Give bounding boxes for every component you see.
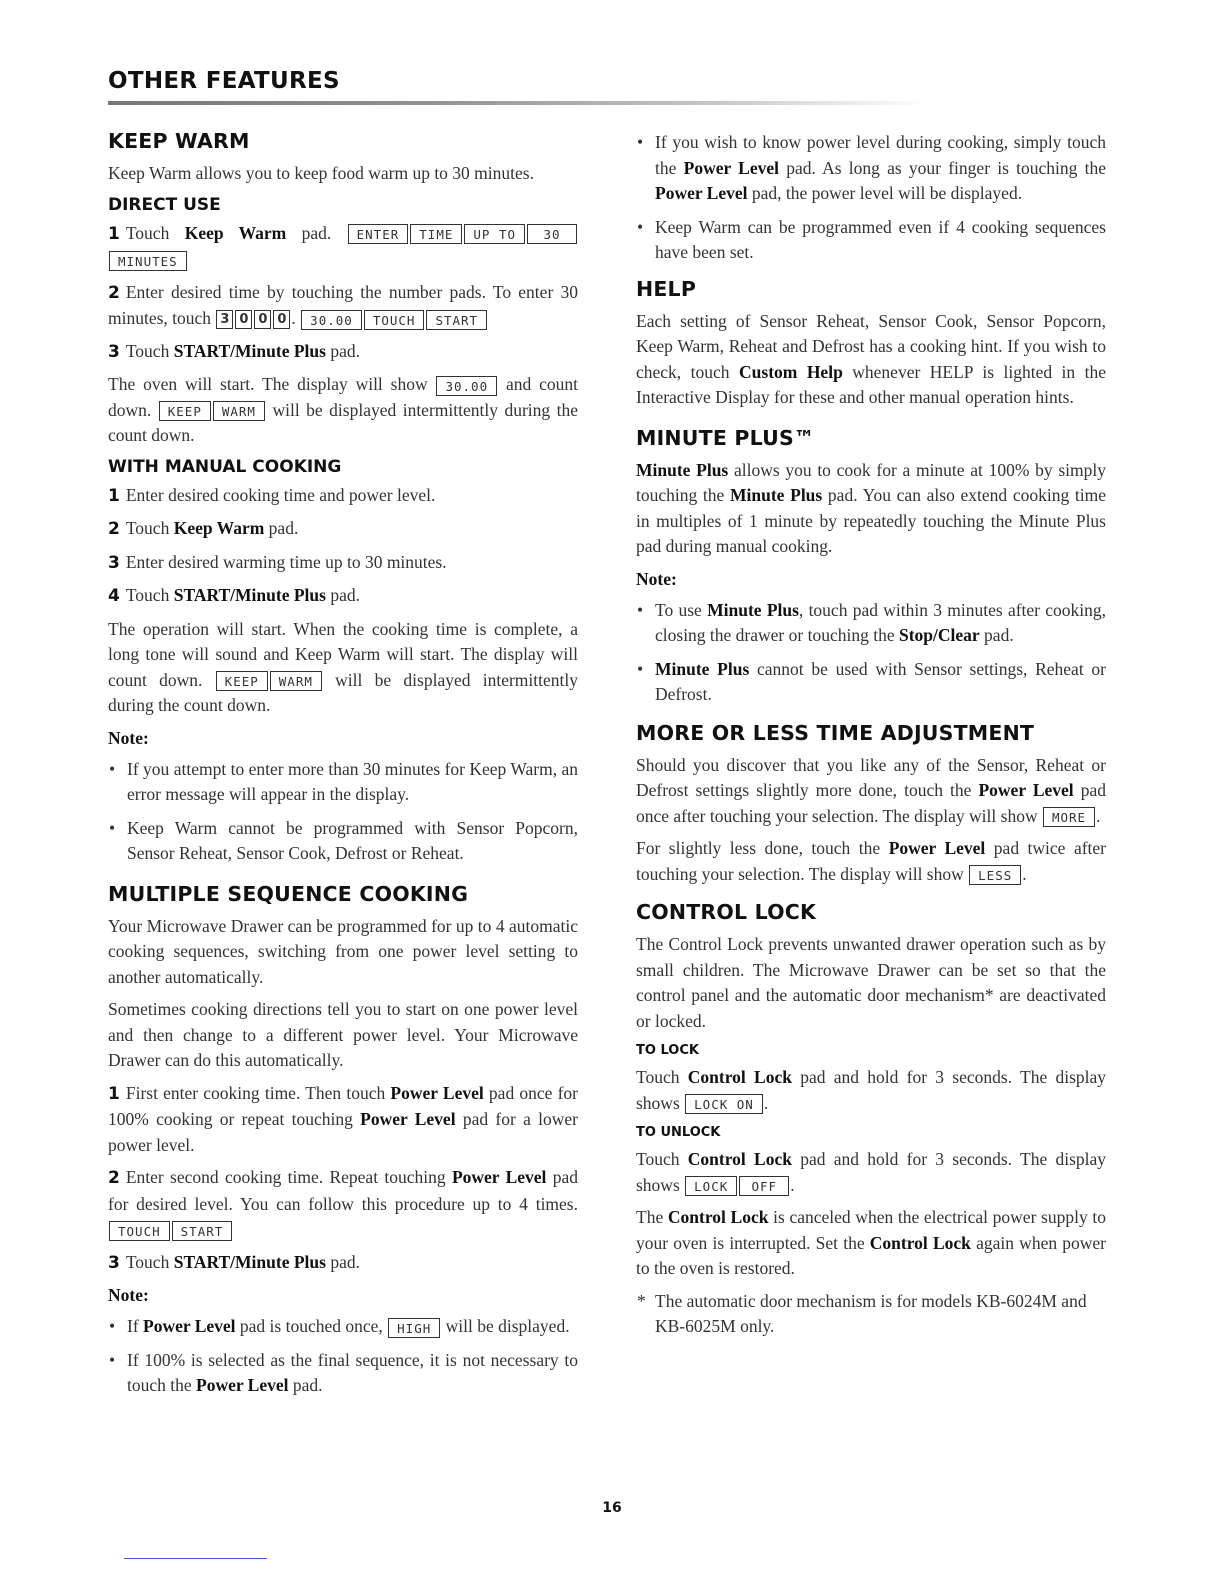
direct-use-after: The oven will start. The display will show 30.00 and count down. KEEP WARM will be displayed intermittently during the count down. — [108, 374, 579, 445]
multiple-sequence-p1: Your Microwave Drawer can be programmed for up to 4 automatic cooking sequences, switching from one power level setting to another automatically. — [108, 915, 578, 987]
keep-warm-heading: KEEP WARM — [108, 129, 250, 153]
step-number: 1 — [108, 223, 120, 244]
help-text: Each setting of Sensor Reheat, Sensor Cook, Sensor Popcorn, Keep Warm, Reheat and Defrost has a cooking hint. If you wish to check, touch Custom Help whenever HELP is lighted in the Interactive Display for these and other manual operation hints. — [636, 310, 1107, 407]
pad-name: Control Lock — [687, 1067, 792, 1087]
pad-name: Minute Plus — [730, 485, 823, 505]
display-readout: KEEP — [216, 671, 268, 691]
pad-name: START/Minute Plus — [173, 340, 326, 361]
pad-name: Control Lock — [869, 1232, 971, 1253]
pad-name: Control Lock — [687, 1149, 792, 1169]
pad-name: Control Lock — [667, 1207, 769, 1227]
pad-name: START/Minute Plus — [173, 585, 326, 605]
pad-name: Minute Plus — [655, 658, 750, 679]
note-item: • If Power Level pad is touched once, HIGH will be displayed. — [108, 1314, 578, 1340]
pad-name: Power Level — [360, 1109, 456, 1129]
display-readout: WARM — [213, 401, 265, 421]
left-column — [108, 128, 578, 1407]
display-readout: WARM — [270, 671, 322, 691]
multiple-step-2: 2 Enter second cooking time. Repeat touching Power Level pad for desired level. You can follow this procedure up to 4 times. TOUCH START — [108, 1167, 578, 1239]
pad-name: Power Level — [978, 780, 1074, 800]
right-column — [636, 130, 1106, 1340]
step-number: 2 — [108, 519, 120, 539]
step-number: 3 — [108, 341, 120, 362]
pad-name: Minute Plus — [707, 599, 799, 620]
more-less-p2: For slightly less done, touch the Power Level pad twice after touching your selection. The display will show LESS . — [636, 838, 1106, 884]
step-number: 3 — [108, 552, 120, 573]
manual-step-3: 3 Enter desired warming time up to 30 minutes. — [108, 551, 447, 573]
pad-name: Power Level — [655, 183, 748, 203]
pad-name: Power Level — [390, 1082, 484, 1103]
help-heading: HELP — [636, 276, 697, 301]
direct-use-step-1: 1 Touch Keep Warm pad. ENTER TIME UP TO 30MINUTES — [108, 221, 578, 273]
note-item: • If you wish to know power level during cooking, simply touch the Power Level pad. As long as your finger is touching the Power Level pad, the power level will be displayed. — [636, 130, 1106, 207]
direct-use-heading: DIRECT USE — [108, 194, 221, 215]
control-lock-p2: The Control Lock is canceled when the electrical power supply to your oven is interrupted. Set the Control Lock again when power to the oven is restored. — [636, 1207, 1106, 1278]
to-lock-text: Touch Control Lock pad and hold for 3 seconds. The display shows LOCK ON . — [636, 1067, 1107, 1113]
display-readout: MINUTES — [109, 251, 187, 271]
manual-after: The operation will start. When the cooking time is complete, a long tone will sound and Keep Warm will start. The display will count down. KEEP WARM will be displayed intermittently during the count down. — [108, 618, 578, 715]
note-item: • If 100% is selected as the final sequence, it is not necessary to touch the Power Level pad. — [108, 1348, 578, 1399]
number-key: 0 — [254, 310, 271, 329]
display-readout: MORE — [1043, 807, 1095, 827]
pad-name: Power Level — [143, 1316, 236, 1336]
pad-name: Power Level — [196, 1375, 289, 1395]
pad-name: Power Level — [451, 1167, 547, 1187]
display-readout: 30.00 — [436, 376, 497, 396]
manual-cooking-heading: WITH MANUAL COOKING — [108, 456, 342, 477]
note-item: • To use Minute Plus, touch pad within 3 minutes after cooking, closing the drawer or touching the Stop/Clear pad. — [636, 598, 1106, 649]
display-readout: OFF — [739, 1176, 789, 1196]
manual-step-4: 4 Touch START/Minute Plus pad. — [108, 585, 360, 606]
display-readout: START — [172, 1221, 233, 1241]
step-number: 1 — [108, 485, 120, 506]
page-title: OTHER FEATURES — [108, 68, 340, 94]
page-header — [108, 66, 928, 105]
title-rule — [108, 101, 928, 105]
pad-name: START/Minute Plus — [173, 1251, 326, 1272]
display-readout: HIGH — [388, 1318, 440, 1338]
display-readout: LOCK ON — [685, 1094, 763, 1114]
display-readout: 30.00 — [301, 310, 362, 330]
minute-plus-notes — [636, 598, 1106, 708]
display-readout: TOUCH — [364, 310, 425, 330]
manual-step-1: 1 Enter desired cooking time and power level. — [108, 484, 436, 506]
multiple-sequence-p2: Sometimes cooking directions tell you to start on one power level and then change to a different power level. Your Microwave Drawer can do this automatically. — [108, 999, 578, 1070]
keep-warm-intro: Keep Warm allows you to keep food warm up to 30 minutes. — [108, 163, 534, 183]
note-item: • Minute Plus cannot be used with Sensor settings, Reheat or Defrost. — [636, 657, 1106, 708]
display-readout: ENTER — [348, 224, 409, 244]
pad-name: Keep Warm — [173, 518, 265, 538]
bottom-rule — [124, 1558, 267, 1559]
display-readout: TOUCH — [109, 1221, 170, 1241]
multiple-step-1: 1 First enter cooking time. Then touch Power Level pad once for 100% cooking or repeat touching Power Level pad for a lower power level. — [108, 1082, 579, 1155]
footnote-mark: * — [637, 1290, 646, 1311]
minute-plus-text: Minute Plus allows you to cook for a minute at 100% by simply touching the Minute Plus pad. You can also extend cooking time in multiples of 1 minute by repeatedly touching the Minute Plus pad during manual cooking. — [636, 459, 1107, 556]
pad-name: Power Level — [888, 838, 986, 858]
to-unlock-text: Touch Control Lock pad and hold for 3 seconds. The display shows LOCK OFF . — [636, 1149, 1107, 1195]
page-number: 16 — [602, 1500, 622, 1516]
pad-name: Minute Plus — [636, 459, 729, 480]
to-unlock-heading: TO UNLOCK — [636, 1125, 721, 1140]
display-readout: KEEP — [159, 401, 211, 421]
manual-step-2: 2 Touch Keep Warm pad. — [108, 518, 299, 539]
display-readout: TIME — [410, 224, 462, 244]
note-item: • Keep Warm cannot be programmed with Sensor Popcorn, Sensor Reheat, Sensor Cook, Defrost or Reheat. — [108, 816, 578, 867]
multiple-sequence-notes — [108, 1314, 578, 1399]
keep-warm-extra-notes — [636, 130, 1106, 266]
number-key: 0 — [235, 310, 252, 329]
direct-use-step-2: 2 Enter desired time by touching the number pads. To enter 30 minutes, touch 3 0 0 0 . 30.00 TOUCH START — [108, 281, 578, 328]
number-key: 3 — [216, 310, 233, 329]
note-item: • Keep Warm can be programmed even if 4 cooking sequences have been set. — [636, 215, 1106, 266]
number-key: 0 — [273, 310, 290, 329]
display-readout: LESS — [969, 865, 1021, 885]
step-number: 3 — [108, 1252, 120, 1273]
display-readout: UP TO — [464, 224, 525, 244]
pad-name: Power Level — [683, 157, 779, 178]
display-readout: START — [426, 310, 487, 330]
footnote: * The automatic door mechanism is for models KB-6024M and KB-6025M only. — [637, 1290, 1087, 1336]
note-label: Note: — [108, 1285, 149, 1305]
pad-name: Stop/Clear — [898, 625, 980, 645]
note-item: • If you attempt to enter more than 30 minutes for Keep Warm, an error message will appear in the display. — [108, 757, 578, 808]
display-readout: LOCK — [685, 1176, 737, 1196]
keep-warm-notes — [108, 757, 578, 867]
pad-name: Keep Warm — [184, 222, 287, 243]
direct-use-step-3: 3 Touch START/Minute Plus pad. — [108, 340, 360, 362]
multiple-sequence-heading: MULTIPLE SEQUENCE COOKING — [108, 881, 469, 906]
step-number: 2 — [108, 282, 120, 303]
to-lock-heading: TO LOCK — [636, 1043, 699, 1058]
display-readout: 30 — [527, 224, 577, 244]
note-label: Note: — [108, 727, 149, 748]
more-less-p1: Should you discover that you like any of the Sensor, Reheat or Defrost settings slightly more done, touch the Power Level pad once after touching your selection. The display will show MORE . — [636, 754, 1107, 826]
step-number: 4 — [108, 586, 120, 606]
pad-name: Custom Help — [739, 361, 843, 382]
more-less-heading: MORE OR LESS TIME ADJUSTMENT — [636, 720, 1035, 745]
control-lock-p1: The Control Lock prevents unwanted drawer operation such as by small children. The Microwave Drawer can be set so that the control panel and the automatic door mechanism* are deactivated or locked. — [636, 934, 1106, 1031]
step-number: 1 — [108, 1083, 120, 1104]
step-number: 2 — [108, 1168, 120, 1188]
minute-plus-heading: MINUTE PLUS™ — [636, 425, 815, 450]
note-label: Note: — [636, 568, 677, 589]
multiple-step-3: 3 Touch START/Minute Plus pad. — [108, 1251, 360, 1273]
control-lock-heading: CONTROL LOCK — [636, 900, 817, 924]
